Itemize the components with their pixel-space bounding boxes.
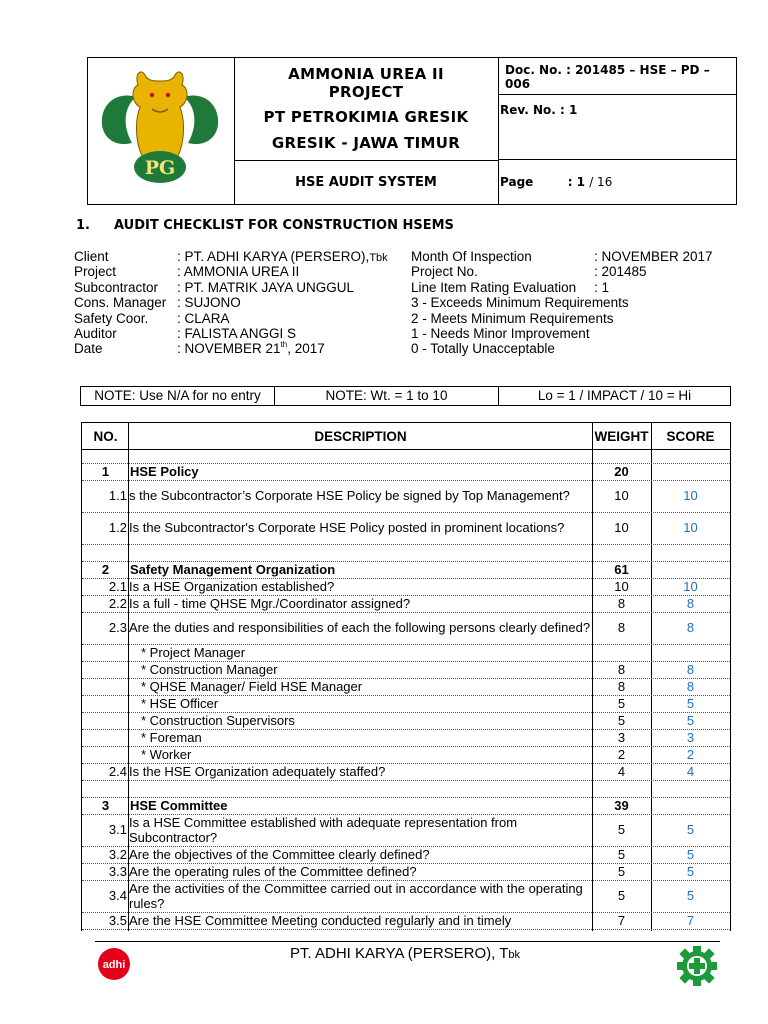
row-description: s the Subcontractor’s Corporate HSE Policy be signed by Top Management? [129, 488, 570, 504]
company-name: PT PETROKIMIA GRESIK [263, 108, 469, 126]
row-number: 2.4 [108, 763, 127, 779]
row-weight: 8 [617, 620, 626, 636]
safety-coor-row: Safety Coor. : CLARA [74, 310, 230, 326]
row-description: Are the HSE Committee Meeting conducted regularly and in timely [129, 912, 512, 928]
scale-item: 0 - Totally Unacceptable [411, 341, 555, 357]
row-description: * Foreman [141, 729, 202, 745]
footer-company: PT. ADHI KARYA (PERSERO), Tbk [289, 945, 521, 962]
row-description: Are the operating rules of the Committee defined? [129, 863, 417, 879]
row-description: Is the Subcontractor's Corporate HSE Policy posted in prominent locations? [129, 520, 565, 536]
table-row [82, 513, 730, 545]
row-weight: 5 [617, 695, 626, 711]
header-title-cell [234, 58, 499, 204]
note-weight: NOTE: Wt. = 1 to 10 [274, 387, 498, 405]
row-weight: 10 [614, 520, 629, 536]
table-row [82, 596, 730, 613]
scale-item: 1 - Needs Minor Improvement [411, 325, 590, 341]
row-number: 1.1 [108, 488, 127, 504]
note-impact: Lo = 1 / IMPACT / 10 = Hi [498, 387, 730, 405]
table-row [82, 881, 730, 913]
row-description: Is the HSE Organization adequately staffed? [129, 763, 386, 779]
scale-item: 3 - Exceeds Minimum Requirements [411, 295, 629, 311]
audit-info-left [74, 249, 388, 357]
row-weight: 2 [617, 746, 626, 762]
table-row [82, 913, 730, 930]
row-number: 1 [101, 463, 110, 479]
row-score: 7 [686, 912, 695, 928]
row-score: 5 [686, 846, 695, 862]
row-weight: 4 [617, 763, 626, 779]
row-weight: 3 [617, 729, 626, 745]
row-number: 2.1 [108, 578, 127, 594]
table-section-row [82, 798, 730, 815]
logo-cell [88, 58, 235, 204]
row-score: 5 [686, 888, 695, 904]
row-score: 10 [683, 488, 698, 504]
table-row [82, 713, 730, 730]
row-number: 3.4 [108, 888, 127, 904]
table-row [82, 730, 730, 747]
row-score: 5 [686, 695, 695, 711]
row-description: * HSE Officer [141, 695, 219, 711]
row-number: 3 [101, 797, 110, 813]
table-section-row [82, 562, 730, 579]
row-number: 3.5 [108, 912, 127, 928]
page-number: Page : 1 / 16 [500, 175, 613, 189]
row-weight: 8 [617, 661, 626, 677]
row-weight: 61 [614, 561, 629, 577]
row-score: 8 [686, 620, 695, 636]
row-weight: 10 [614, 488, 629, 504]
row-score: 5 [686, 822, 695, 838]
auditor-row: Auditor : FALISTA ANGGI S [74, 325, 297, 341]
row-weight: 20 [614, 463, 629, 479]
row-description: HSE Committee [130, 797, 228, 813]
company-location: GRESIK - JAWA TIMUR [271, 134, 461, 152]
row-number: 3.2 [108, 846, 127, 862]
row-weight: 7 [617, 912, 626, 928]
col-header-weight: WEIGHT [592, 422, 651, 450]
row-score: 8 [686, 678, 695, 694]
table-row [82, 864, 730, 881]
audit-info-right [411, 249, 713, 357]
row-description: * Project Manager [141, 644, 246, 660]
section-heading: 1. AUDIT CHECKLIST FOR CONSTRUCTION HSEMS [76, 218, 454, 233]
table-row [82, 645, 730, 662]
doc-number: Doc. No. : 201485 – HSE – PD – 006 [498, 58, 736, 95]
project-no-row: Project No. : 201485 [411, 264, 647, 280]
table-row [82, 481, 730, 513]
document-header [87, 57, 737, 205]
table-row [82, 781, 730, 798]
table-row [82, 696, 730, 713]
row-weight: 8 [617, 595, 626, 611]
row-description: HSE Policy [130, 463, 199, 479]
row-score: 2 [686, 746, 695, 762]
table-row [82, 815, 730, 847]
rating-row: Line Item Rating Evaluation : 1 [411, 279, 610, 295]
project-row: Project : AMMONIA UREA II [74, 264, 300, 280]
row-score: 5 [686, 863, 695, 879]
row-score: 3 [686, 729, 695, 745]
row-number: 2 [101, 561, 110, 577]
row-number: 2.3 [108, 620, 127, 636]
row-score: 8 [686, 595, 695, 611]
note-na: NOTE: Use N/A for no entry [94, 388, 261, 403]
date-row: Date : NOVEMBER 21th, 2017 [74, 340, 325, 357]
revision-number: Rev. No. : 1 [498, 95, 736, 160]
doc-info-cell [498, 58, 736, 204]
client-row: Client : PT. ADHI KARYA (PERSERO),Tbk [74, 249, 388, 264]
row-description: Are the duties and responsibilities of each the following persons clearly defined? [129, 620, 591, 636]
svg-text:adhi: adhi [102, 959, 126, 971]
table-row [82, 679, 730, 696]
table-row [82, 613, 730, 645]
row-description: Is a full - time QHSE Mgr./Coordinator assigned? [129, 595, 411, 611]
row-score: 8 [686, 661, 695, 677]
table-row [82, 764, 730, 781]
col-header-description: DESCRIPTION [129, 422, 592, 450]
row-weight: 10 [614, 578, 629, 594]
row-score: 10 [683, 520, 698, 536]
table-row [82, 450, 730, 464]
checklist-table [81, 422, 731, 931]
row-number: 2.2 [108, 595, 127, 611]
row-weight: 8 [617, 678, 626, 694]
col-header-score: SCORE [651, 422, 730, 450]
scale-item: 2 - Meets Minimum Requirements [411, 310, 614, 326]
row-weight: 5 [617, 712, 626, 728]
row-description: Is a HSE Organization established? [129, 578, 335, 594]
row-weight: 5 [617, 888, 626, 904]
project-title-line2: PROJECT [328, 83, 404, 101]
petrokimia-logo [98, 63, 222, 195]
month-row: Month Of Inspection : NOVEMBER 2017 [411, 249, 713, 264]
row-weight: 5 [617, 846, 626, 862]
table-body [82, 450, 730, 930]
row-weight: 5 [617, 822, 626, 838]
row-score: 4 [686, 763, 695, 779]
row-weight: 5 [617, 863, 626, 879]
system-name: HSE AUDIT SYSTEM [295, 175, 437, 190]
k3-safety-gear-icon [676, 945, 718, 987]
table-row [82, 747, 730, 764]
row-description: Safety Management Organization [130, 561, 336, 577]
row-description: * Worker [141, 746, 192, 762]
row-score: 5 [686, 712, 695, 728]
row-description: * QHSE Manager/ Field HSE Manager [141, 678, 363, 694]
row-description: * Construction Manager [141, 661, 278, 677]
table-row [82, 662, 730, 679]
table-row [82, 545, 730, 562]
row-description: Are the objectives of the Committee clearly defined? [129, 846, 430, 862]
footer-rule [95, 941, 720, 942]
row-number: 1.2 [108, 520, 127, 536]
table-section-row [82, 464, 730, 481]
row-number: 3.3 [108, 863, 127, 879]
row-score: 10 [683, 578, 698, 594]
notes-bar [80, 386, 731, 406]
col-header-no: NO. [82, 422, 129, 450]
table-row [82, 579, 730, 596]
cons-manager-row: Cons. Manager : SUJONO [74, 295, 241, 311]
svg-text:PG: PG [144, 157, 176, 179]
row-description: Are the activities of the Committee carried out in accordance with the operating rules? [129, 881, 583, 911]
row-description: * Construction Supervisors [141, 712, 295, 728]
row-description: Is a HSE Committee established with adequate representation from Subcontractor? [129, 815, 518, 845]
project-title: AMMONIA UREA II [288, 65, 444, 83]
subcontractor-row: Subcontractor : PT. MATRIK JAYA UNGGUL [74, 279, 355, 295]
table-row [82, 847, 730, 864]
row-weight: 39 [614, 797, 629, 813]
row-number: 3.1 [108, 822, 127, 838]
